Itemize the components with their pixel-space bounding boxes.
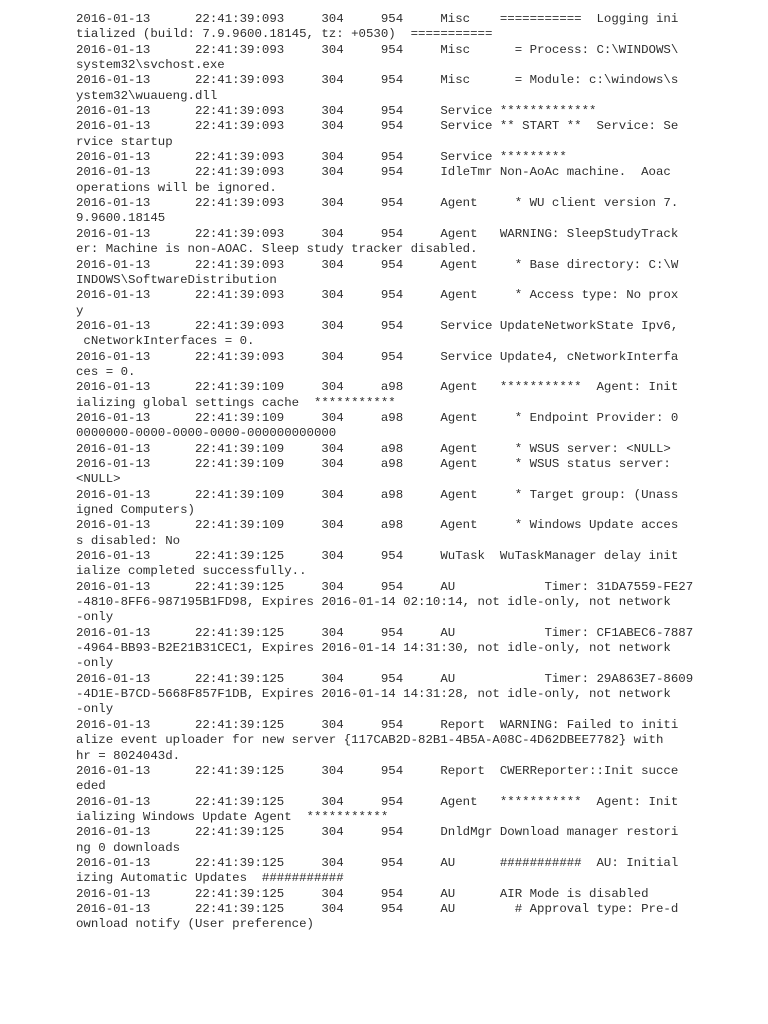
- log-line: 2016-01-13 22:41:39:093 304 954 Service UpdateNetworkState Ipv6,: [76, 318, 679, 333]
- log-line: 2016-01-13 22:41:39:093 304 954 Agent * Access type: No prox: [76, 288, 679, 303]
- log-line: 2016-01-13 22:41:39:093 304 954 Agent WARNING: SleepStudyTrack: [76, 226, 679, 241]
- log-line: 2016-01-13 22:41:39:093 304 954 Misc = Module: c:\windows\s: [76, 73, 679, 88]
- log-line: eded: [76, 779, 106, 794]
- log-line: INDOWS\SoftwareDistribution: [76, 272, 277, 287]
- log-line: 2016-01-13 22:41:39:109 304 a98 Agent * WSUS status server:: [76, 456, 671, 471]
- log-line: 2016-01-13 22:41:39:125 304 954 Report WARNING: Failed to initi: [76, 717, 679, 732]
- log-line: rvice startup: [76, 134, 173, 149]
- log-line: 2016-01-13 22:41:39:109 304 a98 Agent * Windows Update acces: [76, 518, 679, 533]
- log-line: -only: [76, 610, 114, 625]
- log-line: 2016-01-13 22:41:39:125 304 954 AU ########### AU: Initial: [76, 855, 679, 870]
- log-line: 2016-01-13 22:41:39:125 304 954 AU Timer: CF1ABEC6-7887: [76, 625, 694, 640]
- log-line: ng 0 downloads: [76, 840, 181, 855]
- log-line: 2016-01-13 22:41:39:125 304 954 AU # Approval type: Pre-d: [76, 901, 679, 916]
- log-line: 2016-01-13 22:41:39:093 304 954 Agent * WU client version 7.: [76, 196, 679, 211]
- log-line: -only: [76, 702, 114, 717]
- log-line: -only: [76, 656, 114, 671]
- log-line: system32\svchost.exe: [76, 58, 225, 73]
- log-line: -4810-8FF6-987195B1FD98, Expires 2016-01-14 02:10:14, not idle-only, not network: [76, 595, 671, 610]
- log-line: 9.9600.18145: [76, 211, 166, 226]
- log-line: ialize completed successfully..: [76, 564, 307, 579]
- log-line: 2016-01-13 22:41:39:125 304 954 AU Timer: 31DA7559-FE27: [76, 579, 694, 594]
- log-line: 2016-01-13 22:41:39:109 304 a98 Agent * WSUS server: <NULL>: [76, 441, 671, 456]
- log-line: ownload notify (User preference): [76, 917, 314, 932]
- log-line: 2016-01-13 22:41:39:093 304 954 Misc =========== Logging ini: [76, 12, 679, 26]
- log-line: 2016-01-13 22:41:39:125 304 954 Agent *********** Agent: Init: [76, 794, 679, 809]
- log-line: 2016-01-13 22:41:39:125 304 954 Report CWERReporter::Init succe: [76, 763, 679, 778]
- log-line: 0000000-0000-0000-0000-000000000000: [76, 426, 337, 441]
- log-line: 2016-01-13 22:41:39:125 304 954 WuTask WuTaskManager delay init: [76, 549, 679, 564]
- log-line: 2016-01-13 22:41:39:093 304 954 Service ** START ** Service: Se: [76, 119, 679, 134]
- log-line: ializing Windows Update Agent ***********: [76, 809, 389, 824]
- log-line: ystem32\wuaueng.dll: [76, 88, 218, 103]
- log-line: 2016-01-13 22:41:39:093 304 954 Misc = Process: C:\WINDOWS\: [76, 42, 679, 57]
- log-line: 2016-01-13 22:41:39:109 304 a98 Agent *********** Agent: Init: [76, 380, 679, 395]
- log-line: 2016-01-13 22:41:39:125 304 954 DnldMgr Download manager restori: [76, 825, 679, 840]
- log-line: tialized (build: 7.9.9600.18145, tz: +0530) ===========: [76, 27, 493, 42]
- log-line: ces = 0.: [76, 364, 136, 379]
- log-line: s disabled: No: [76, 533, 181, 548]
- log-line: 2016-01-13 22:41:39:125 304 954 AU AIR Mode is disabled: [76, 886, 649, 901]
- log-line: y: [76, 303, 84, 318]
- log-line: alize event uploader for new server {117CAB2D-82B1-4B5A-A08C-4D62DBEE7782} with: [76, 733, 664, 748]
- log-line: 2016-01-13 22:41:39:093 304 954 Service Update4, cNetworkInterfa: [76, 349, 679, 364]
- log-line: cNetworkInterfaces = 0.: [76, 334, 255, 349]
- log-line: 2016-01-13 22:41:39:125 304 954 AU Timer: 29A863E7-8609: [76, 671, 694, 686]
- log-line: -4D1E-B7CD-5668F857F1DB, Expires 2016-01-14 14:31:28, not idle-only, not network: [76, 687, 671, 702]
- log-line: 2016-01-13 22:41:39:109 304 a98 Agent * Target group: (Unass: [76, 487, 679, 502]
- log-line: hr = 8024043d.: [76, 748, 181, 763]
- log-line: ializing global settings cache ***********: [76, 395, 396, 410]
- log-line: <NULL>: [76, 472, 121, 487]
- log-line: 2016-01-13 22:41:39:093 304 954 Service *********: [76, 150, 567, 165]
- log-line: operations will be ignored.: [76, 180, 277, 195]
- log-line: er: Machine is non-AOAC. Sleep study tracker disabled.: [76, 242, 478, 257]
- log-line: izing Automatic Updates ###########: [76, 871, 344, 886]
- log-line: 2016-01-13 22:41:39:093 304 954 Service *************: [76, 104, 597, 119]
- log-text-block: [76, 12, 696, 933]
- log-line: 2016-01-13 22:41:39:093 304 954 IdleTmr Non-AoAc machine. Aoac: [76, 165, 671, 180]
- log-line: -4964-BB93-B2E21B31CEC1, Expires 2016-01-14 14:31:30, not idle-only, not network: [76, 641, 671, 656]
- log-line: 2016-01-13 22:41:39:109 304 a98 Agent * Endpoint Provider: 0: [76, 410, 679, 425]
- log-line: 2016-01-13 22:41:39:093 304 954 Agent * Base directory: C:\W: [76, 257, 679, 272]
- log-line: igned Computers): [76, 503, 195, 517]
